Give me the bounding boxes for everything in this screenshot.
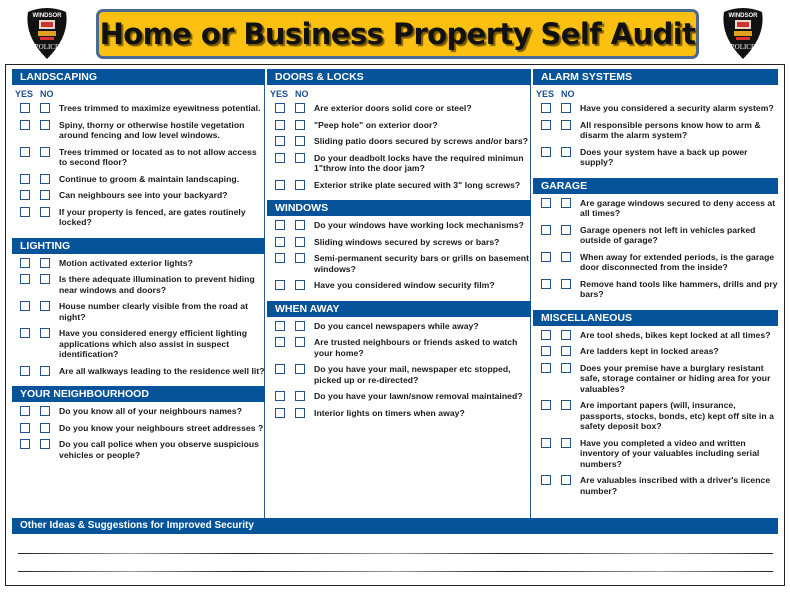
checklist-item	[267, 321, 531, 332]
section-header: YOUR NEIGHBOURHOOD	[12, 386, 265, 402]
suggestion-line-1[interactable]	[18, 553, 773, 554]
no-label: NO	[295, 89, 309, 99]
yes-checkbox[interactable]	[275, 120, 285, 130]
police-shield-icon	[22, 6, 72, 61]
no-checkbox[interactable]	[40, 366, 50, 376]
no-checkbox[interactable]	[561, 198, 571, 208]
no-checkbox[interactable]	[40, 174, 50, 184]
section-header: WHEN AWAY	[267, 301, 531, 317]
title-banner	[96, 9, 699, 59]
checklist-item	[267, 253, 531, 274]
no-checkbox[interactable]	[561, 103, 571, 113]
question-text: Have you considered a security alarm system?	[580, 103, 774, 113]
checklist	[267, 216, 531, 291]
no-checkbox[interactable]	[40, 301, 50, 311]
question-text: Are valuables inscribed with a driver's licence number?	[580, 475, 771, 496]
checklist-item	[12, 406, 265, 417]
checklist-item	[12, 174, 265, 185]
checklist-item	[12, 147, 265, 168]
yes-no-legend	[12, 85, 265, 99]
question-text: Does your premise have a burglary resistant safe, storage container or hiding area for your valuables?	[580, 362, 771, 394]
yes-checkbox[interactable]	[541, 363, 551, 373]
no-checkbox[interactable]	[295, 408, 305, 418]
section-windows	[267, 200, 531, 291]
question-text: Sliding patio doors secured by screws and/or bars?	[314, 136, 529, 146]
checklist-item	[267, 103, 531, 114]
question-text: Sliding windows secured by screws or bars?	[314, 236, 500, 247]
section-your-neighbourhood	[12, 386, 265, 460]
checklist-item	[533, 147, 778, 168]
no-checkbox[interactable]	[40, 328, 50, 338]
yes-checkbox[interactable]	[20, 274, 30, 284]
question-text: Can neighbours see into your backyard?	[59, 190, 228, 200]
question-text: Have you considered window security film?	[314, 280, 495, 290]
question-text: Are all walkways leading to the residence well lit?	[59, 365, 265, 376]
yes-label: YES	[536, 89, 555, 99]
checklist-item	[12, 120, 265, 141]
no-checkbox[interactable]	[295, 337, 305, 347]
section-header: DOORS & LOCKS	[267, 69, 531, 85]
question-text: Do you know all of your neighbours names?	[59, 406, 243, 416]
question-text: Garage openers not left in vehicles parked outside of garage?	[580, 224, 756, 245]
question-text: Does your system have a back up power supply?	[580, 146, 748, 167]
yes-checkbox[interactable]	[20, 258, 30, 268]
checklist-item	[267, 280, 531, 291]
yes-checkbox[interactable]	[20, 406, 30, 416]
section-header: LANDSCAPING	[12, 69, 265, 85]
checklist-item	[533, 346, 778, 357]
no-checkbox[interactable]	[295, 120, 305, 130]
checklist	[267, 317, 531, 419]
checklist-item	[533, 400, 778, 432]
yes-checkbox[interactable]	[275, 337, 285, 347]
yes-checkbox[interactable]	[20, 366, 30, 376]
question-text: "Peep hole" on exterior door?	[314, 119, 438, 130]
no-checkbox[interactable]	[295, 253, 305, 263]
checklist-item	[12, 103, 265, 114]
section-header: LIGHTING	[12, 238, 265, 254]
no-checkbox[interactable]	[561, 147, 571, 157]
question-text: Is there adequate illumination to prevent hiding near windows and doors?	[59, 274, 255, 295]
yes-checkbox[interactable]	[541, 330, 551, 340]
no-checkbox[interactable]	[40, 274, 50, 284]
yes-checkbox[interactable]	[275, 153, 285, 163]
yes-checkbox[interactable]	[275, 408, 285, 418]
question-text: Interior lights on timers when away?	[314, 407, 465, 418]
section-header: MISCELLANEOUS	[533, 310, 778, 326]
checklist-item	[533, 279, 778, 300]
yes-checkbox[interactable]	[20, 439, 30, 449]
question-text: Are exterior doors solid core or steel?	[314, 103, 472, 113]
checklist-item	[12, 439, 265, 460]
question-text: Do you have your lawn/snow removal maintained?	[314, 391, 523, 401]
no-checkbox[interactable]	[295, 364, 305, 374]
section-header: WINDOWS	[267, 200, 531, 216]
checklist-item	[533, 363, 778, 395]
question-text: Do your windows have working lock mechanisms?	[314, 220, 524, 230]
checklist-item	[533, 330, 778, 341]
yes-checkbox[interactable]	[541, 198, 551, 208]
question-text: Semi-permanent security bars or grills on basement windows?	[314, 253, 530, 274]
no-checkbox[interactable]	[40, 258, 50, 268]
no-checkbox[interactable]	[561, 330, 571, 340]
checklist-item	[12, 366, 265, 377]
no-checkbox[interactable]	[561, 346, 571, 356]
checklist	[533, 326, 778, 497]
question-text: Are trusted neighbours or friends asked to watch your home?	[314, 337, 518, 358]
section-when-away	[267, 301, 531, 419]
yes-checkbox[interactable]	[541, 438, 551, 448]
checklist-item	[267, 220, 531, 231]
checklist-item	[12, 301, 265, 322]
section-landscaping	[12, 69, 265, 228]
yes-checkbox[interactable]	[275, 253, 285, 263]
no-checkbox[interactable]	[561, 438, 571, 448]
no-checkbox[interactable]	[40, 406, 50, 416]
no-checkbox[interactable]	[295, 180, 305, 190]
checklist	[12, 99, 265, 228]
checklist-item	[533, 252, 778, 273]
question-text: Motion activated exterior lights?	[59, 257, 193, 268]
checklist-item	[533, 120, 778, 141]
section-header: GARAGE	[533, 178, 778, 194]
yes-checkbox[interactable]	[275, 280, 285, 290]
column-3	[533, 69, 778, 502]
checklist	[533, 99, 778, 168]
no-checkbox[interactable]	[40, 439, 50, 449]
question-text: Have you considered energy efficient lighting applications which also assist in suspect identification?	[59, 328, 248, 359]
windsor-police-badge-right	[718, 6, 768, 61]
checklist-item	[267, 153, 531, 174]
checklist-item	[12, 190, 265, 201]
checklist-item	[267, 120, 531, 131]
suggestion-line-2[interactable]	[18, 571, 773, 572]
audit-form	[5, 64, 785, 586]
question-text: House number clearly visible from the road at night?	[59, 301, 248, 322]
checklist	[12, 402, 265, 460]
question-text: Do you cancel newspapers while away?	[314, 320, 479, 331]
no-checkbox[interactable]	[295, 136, 305, 146]
question-text: Remove hand tools like hammers, drills and pry bars?	[580, 278, 778, 299]
checklist	[533, 194, 778, 300]
no-checkbox[interactable]	[561, 475, 571, 485]
column-1	[12, 69, 265, 466]
checklist-item	[12, 274, 265, 295]
question-text: Do you know your neighbours street addresses ?	[59, 422, 264, 433]
yes-checkbox[interactable]	[541, 252, 551, 262]
checklist-item	[267, 180, 531, 191]
no-checkbox[interactable]	[40, 190, 50, 200]
yes-checkbox[interactable]	[275, 391, 285, 401]
yes-checkbox[interactable]	[20, 120, 30, 130]
no-checkbox[interactable]	[561, 120, 571, 130]
yes-checkbox[interactable]	[541, 103, 551, 113]
no-checkbox[interactable]	[295, 391, 305, 401]
yes-checkbox[interactable]	[275, 321, 285, 331]
yes-label: YES	[270, 89, 289, 99]
checklist-item	[267, 136, 531, 147]
checklist-item	[533, 225, 778, 246]
yes-checkbox[interactable]	[541, 279, 551, 289]
checklist-item	[267, 364, 531, 385]
no-checkbox[interactable]	[40, 147, 50, 157]
yes-checkbox[interactable]	[275, 136, 285, 146]
question-text: Are ladders kept in locked areas?	[580, 346, 719, 356]
no-checkbox[interactable]	[40, 103, 50, 113]
yes-checkbox[interactable]	[20, 190, 30, 200]
yes-no-legend	[533, 85, 778, 99]
page-title: Home or Business Property Self Audit	[99, 17, 696, 51]
checklist	[267, 99, 531, 190]
yes-checkbox[interactable]	[20, 328, 30, 338]
checklist-item	[533, 198, 778, 219]
windsor-police-badge-left	[22, 6, 72, 61]
checklist-item	[533, 475, 778, 496]
svg-text:POLICE: POLICE	[730, 43, 756, 51]
checklist-item	[12, 258, 265, 269]
yes-checkbox[interactable]	[275, 220, 285, 230]
no-checkbox[interactable]	[40, 423, 50, 433]
no-checkbox[interactable]	[561, 400, 571, 410]
question-text: If your property is fenced, are gates routinely locked?	[59, 206, 246, 227]
section-alarm-systems	[533, 69, 778, 168]
no-checkbox[interactable]	[295, 237, 305, 247]
question-text: All responsible persons know how to arm & disarm the alarm system?	[580, 119, 761, 140]
checklist-item	[267, 237, 531, 248]
question-text: Have you completed a video and written inventory of your valuables including serial numbers?	[580, 437, 760, 469]
yes-checkbox[interactable]	[20, 207, 30, 217]
yes-checkbox[interactable]	[275, 180, 285, 190]
yes-checkbox[interactable]	[275, 103, 285, 113]
checklist-item	[533, 438, 778, 470]
question-text: Are important papers (will, insurance, passports, stocks, bonds, etc) kept off site in a safety deposit box?	[580, 400, 774, 431]
svg-text:WINDSOR: WINDSOR	[32, 13, 62, 19]
checklist	[12, 254, 265, 377]
question-text: Do you call police when you observe suspicious vehicles or people?	[59, 439, 260, 460]
no-checkbox[interactable]	[561, 252, 571, 262]
section-header: ALARM SYSTEMS	[533, 69, 778, 85]
yes-checkbox[interactable]	[20, 174, 30, 184]
section-doors-locks	[267, 69, 531, 190]
yes-checkbox[interactable]	[541, 147, 551, 157]
section-garage	[533, 178, 778, 300]
checklist-item	[533, 103, 778, 114]
yes-no-legend	[267, 85, 531, 99]
checklist-item	[267, 408, 531, 419]
no-label: NO	[561, 89, 575, 99]
question-text: Spiny, thorny or otherwise hostile vegetation around fencing and low level windows.	[59, 119, 245, 140]
question-text: Do your deadbolt locks have the required minimun 1"throw into the door jam?	[314, 152, 524, 173]
question-text: Trees trimmed to maximize eyewitness potential.	[59, 103, 261, 113]
no-checkbox[interactable]	[295, 280, 305, 290]
question-text: When away for extended periods, is the garage door disconnected from the inside?	[580, 251, 775, 272]
yes-checkbox[interactable]	[275, 237, 285, 247]
no-checkbox[interactable]	[295, 103, 305, 113]
no-checkbox[interactable]	[561, 225, 571, 235]
checklist-item	[267, 391, 531, 402]
question-text: Continue to groom & maintain landscaping.	[59, 173, 240, 184]
question-text: Trees trimmed or located as to not allow access to second floor?	[59, 146, 257, 167]
no-checkbox[interactable]	[561, 279, 571, 289]
yes-checkbox[interactable]	[541, 400, 551, 410]
no-checkbox[interactable]	[40, 207, 50, 217]
checklist-item	[12, 207, 265, 228]
section-lighting	[12, 238, 265, 377]
no-checkbox[interactable]	[295, 321, 305, 331]
question-text: Do you have your mail, newspaper etc stopped, picked up or re-directed?	[314, 364, 511, 385]
yes-checkbox[interactable]	[541, 346, 551, 356]
no-checkbox[interactable]	[295, 153, 305, 163]
no-checkbox[interactable]	[295, 220, 305, 230]
checklist-item	[12, 328, 265, 360]
yes-checkbox[interactable]	[20, 103, 30, 113]
yes-checkbox[interactable]	[541, 475, 551, 485]
police-shield-icon	[718, 6, 768, 61]
checklist-item	[267, 337, 531, 358]
yes-checkbox[interactable]	[541, 120, 551, 130]
yes-checkbox[interactable]	[541, 225, 551, 235]
checklist-item	[12, 423, 265, 434]
question-text: Are tool sheds, bikes kept locked at all times?	[580, 329, 771, 340]
other-ideas-header: Other Ideas & Suggestions for Improved Security	[12, 518, 778, 534]
svg-text:WINDSOR: WINDSOR	[728, 13, 758, 19]
section-miscellaneous	[533, 310, 778, 497]
question-text: Exterior strike plate secured with 3" long screws?	[314, 179, 521, 190]
no-checkbox[interactable]	[561, 363, 571, 373]
yes-label: YES	[15, 89, 34, 99]
yes-checkbox[interactable]	[20, 147, 30, 157]
question-text: Are garage windows secured to deny access at all times?	[580, 197, 776, 218]
svg-text:POLICE: POLICE	[34, 43, 60, 51]
column-2	[267, 69, 531, 424]
yes-checkbox[interactable]	[20, 423, 30, 433]
no-checkbox[interactable]	[40, 120, 50, 130]
no-label: NO	[40, 89, 54, 99]
yes-checkbox[interactable]	[20, 301, 30, 311]
yes-checkbox[interactable]	[275, 364, 285, 374]
